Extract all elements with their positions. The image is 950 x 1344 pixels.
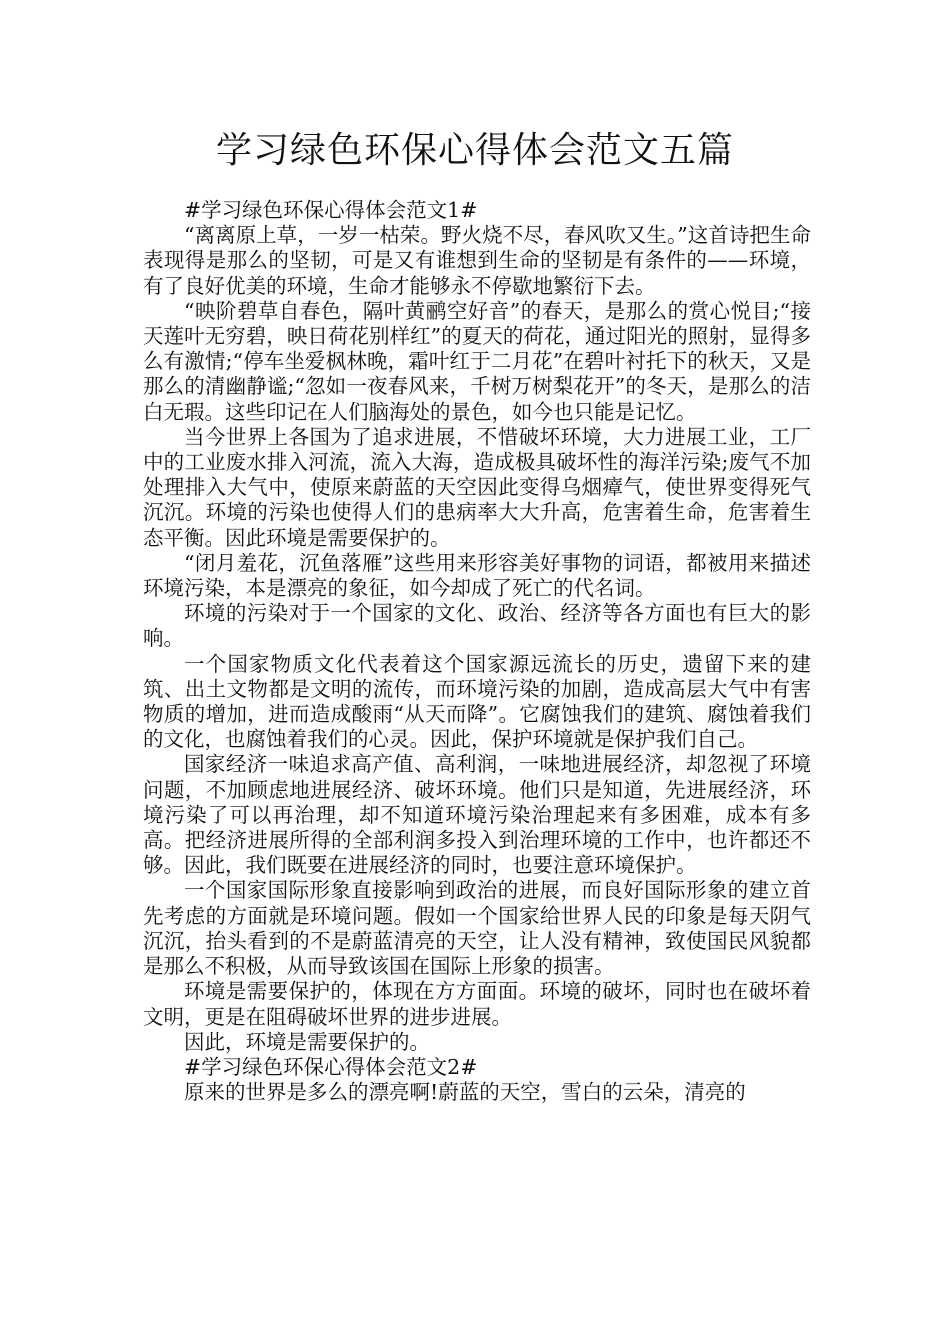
paragraph: 环境是需要保护的，体现在方方面面。环境的破坏，同时也在破坏着文明，更是在阻碍破坏世界的进步进展。 [143,979,811,1029]
section-heading: #学习绿色环保心得体会范文2# [184,1054,478,1079]
paragraph: “闭月羞花，沉鱼落雁”这些用来形容美好事物的词语，都被用来描述环境污染，本是漂亮的象征，如今却成了死亡的代名词。 [143,550,811,601]
paragraph: 一个国家国际形象直接影响到政治的进展，而良好国际形象的建立首先考虑的方面就是环境问题。假如一个国家给世界人民的印象是每天阴气沉沉，抬头看到的不是蔚蓝清亮的天空，让人没有精神，致使国民风貌都是那么不积极，从而导致该国在国际上形象的损害。 [143,878,811,979]
paragraph: 原来的世界是多么的漂亮啊!蔚蓝的天空，雪白的云朵，清亮的 [184,1080,746,1105]
paragraph: 环境的污染对于一个国家的文化、政治、经济等各方面也有巨大的影响。 [143,601,811,651]
document-title: 学习绿色环保心得体会范文五篇 [215,130,734,171]
paragraph: 一个国家物质文化代表着这个国家源远流长的历史，遗留下来的建筑、出土文物都是文明的流传，而环境污染的加剧，造成高层大气中有害物质的增加，进而造成酸雨“从天而降”。它腐蚀我们的建筑、腐蚀着我们的文化，也腐蚀着我们的心灵。因此，保护环境就是保护我们自己。 [143,651,811,752]
paragraph: 因此，环境是需要保护的。 [184,1029,430,1054]
section-heading: #学习绿色环保心得体会范文1# [184,198,478,222]
paragraph: 国家经济一味追求高产值、高利润，一味地进展经济，却忽视了环境问题，不加顾虑地进展经济、破坏环境。他们只是知道，先进展经济，环境污染了可以再治理，却不知道环境污染治理起来有多困难，成本有多高。把经济进展所得的全部利润多投入到治理环境的工作中，也许都还不够。因此，我们既要在进展经济的同时，也要注意环境保护。 [143,752,811,878]
paragraph: “离离原上草，一岁一枯荣。野火烧不尽，春风吹又生。”这首诗把生命表现得是那么的坚韧，可是又有谁想到生命的坚韧是有条件的——环境，有了良好优美的环境，生命才能够永不停歇地繁衍下去。 [143,223,811,298]
paragraph: “映阶碧草自春色，隔叶黄鹂空好音”的春天，是那么的赏心悦目;“接天莲叶无穷碧，映日荷花别样红”的夏天的荷花，通过阳光的照射，显得多么有激情;“停车坐爱枫林晚，霜叶红于二月花”在碧叶衬托下的秋天，又是那么的清幽静谧;“忽如一夜春风来，千树万树梨花开”的冬天，是那么的洁白无瑕。这些印记在人们脑海处的景色，如今也只能是记忆。 [143,298,811,424]
document-body [143,198,811,1105]
paragraph: 当今世界上各国为了追求进展，不惜破坏环境，大力进展工业，工厂中的工业废水排入河流，流入大海，造成极具破坏性的海洋污染;废气不加处理排入大气中，使原来蔚蓝的天空因此变得乌烟瘴气，使世界变得死气沉沉。环境的污染也使得人们的患病率大大升高，危害着生命，危害着生态平衡。因此环境是需要保护的。 [143,424,811,550]
